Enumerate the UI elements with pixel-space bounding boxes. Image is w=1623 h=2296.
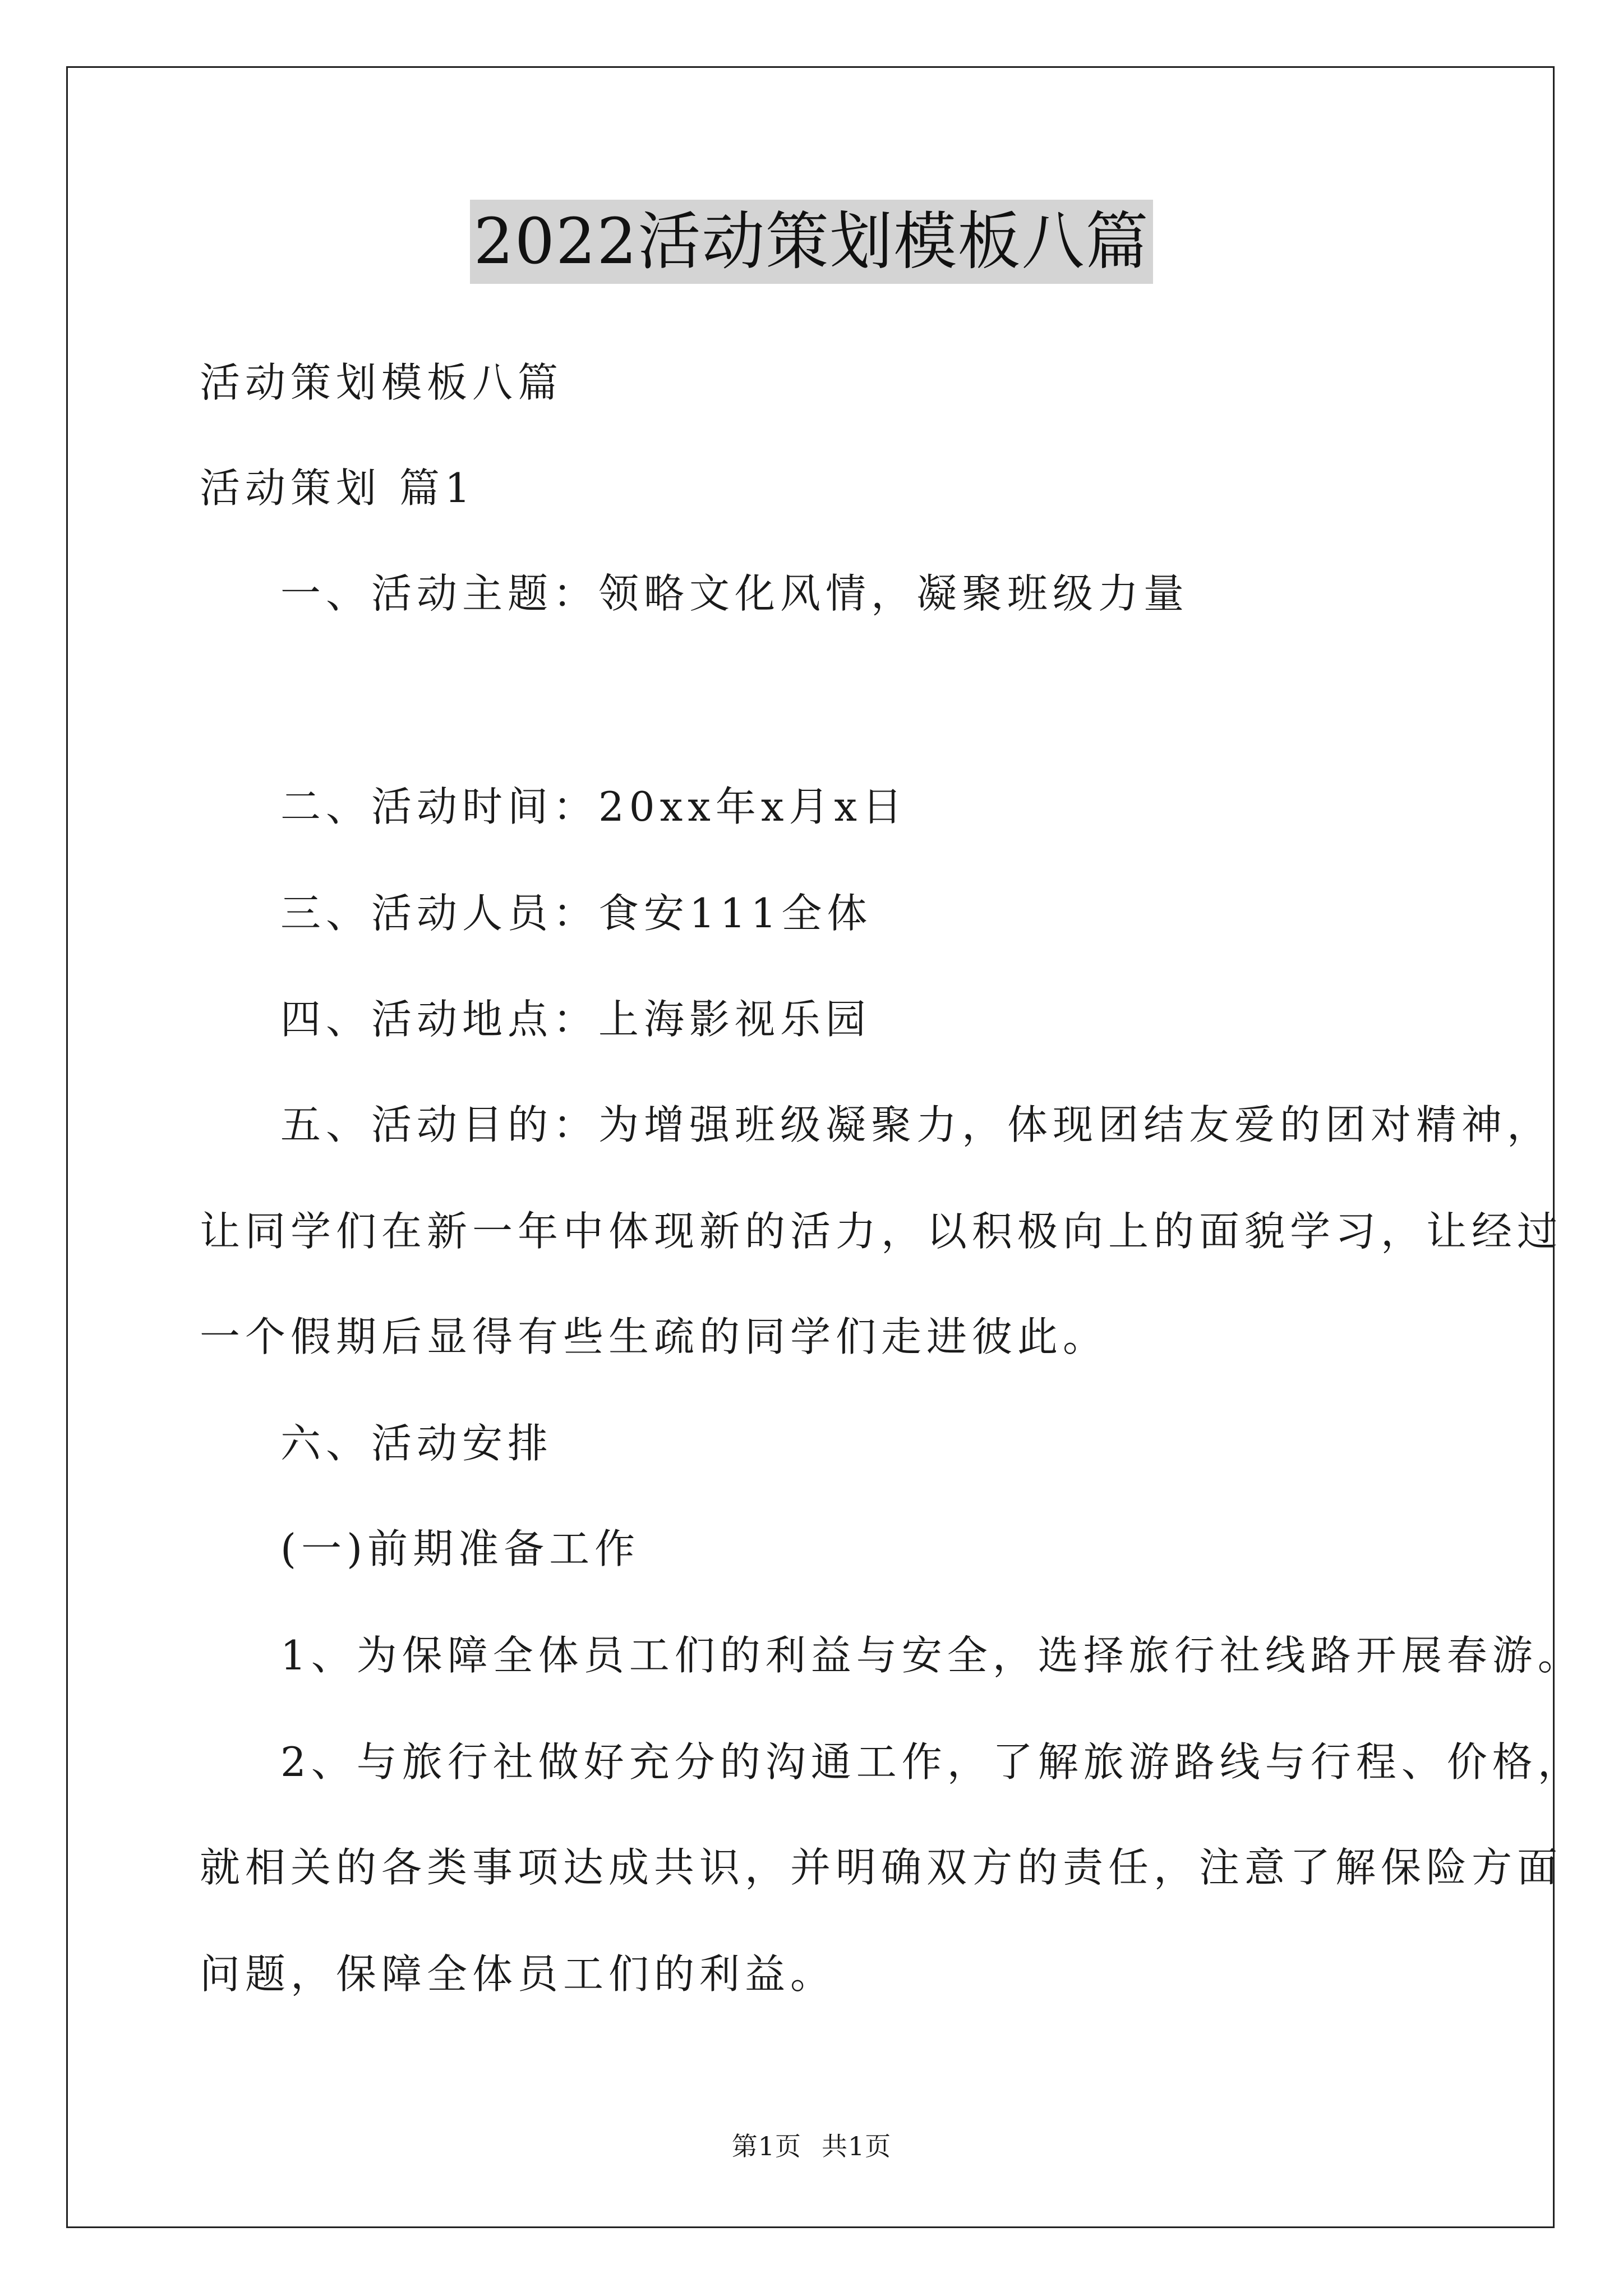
page-number-total: 共1页 (822, 2131, 892, 2161)
paragraph-theme: 一、活动主题：领略文化风情，凝聚班级力量 (280, 570, 1189, 617)
page-footer (0, 2129, 1623, 2163)
paragraph-purpose-cont-1: 让同学们在新一年中体现新的活力，以积极向上的面貌学习，让经过 (200, 1208, 1563, 1255)
document-title: 2022活动策划模板八篇 (470, 200, 1152, 284)
paragraph-location: 四、活动地点：上海影视乐园 (280, 996, 872, 1043)
paragraph-item-2-cont-2: 问题，保障全体员工们的利益。 (200, 1950, 836, 1998)
paragraph-item-1: 1、为保障全体员工们的利益与安全，选择旅行社线路开展春游。 (280, 1632, 1583, 1679)
paragraph-people: 三、活动人员：食安111全体 (280, 890, 873, 937)
paragraph-purpose-cont-2: 一个假期后显得有些生疏的同学们走进彼此。 (200, 1313, 1109, 1360)
paragraph-item-2: 2、与旅行社做好充分的沟通工作，了解旅游路线与行程、价格， (280, 1738, 1583, 1786)
title-container (0, 200, 1623, 284)
paragraph-subtitle: 活动策划模板八篇 (200, 359, 564, 406)
paragraph-purpose: 五、活动目的：为增强班级凝聚力，体现团结友爱的团对精神， (280, 1101, 1553, 1148)
paragraph-arrangement: 六、活动安排 (280, 1420, 554, 1467)
paragraph-preparation: (一)前期准备工作 (280, 1525, 640, 1572)
paragraph-section-heading: 活动策划 篇1 (200, 464, 476, 512)
page-number-current: 第1页 (731, 2131, 801, 2161)
paragraph-item-2-cont-1: 就相关的各类事项达成共识，并明确双方的责任，注意了解保险方面 (200, 1844, 1563, 1891)
paragraph-time: 二、活动时间：20xx年x月x日 (280, 783, 908, 830)
